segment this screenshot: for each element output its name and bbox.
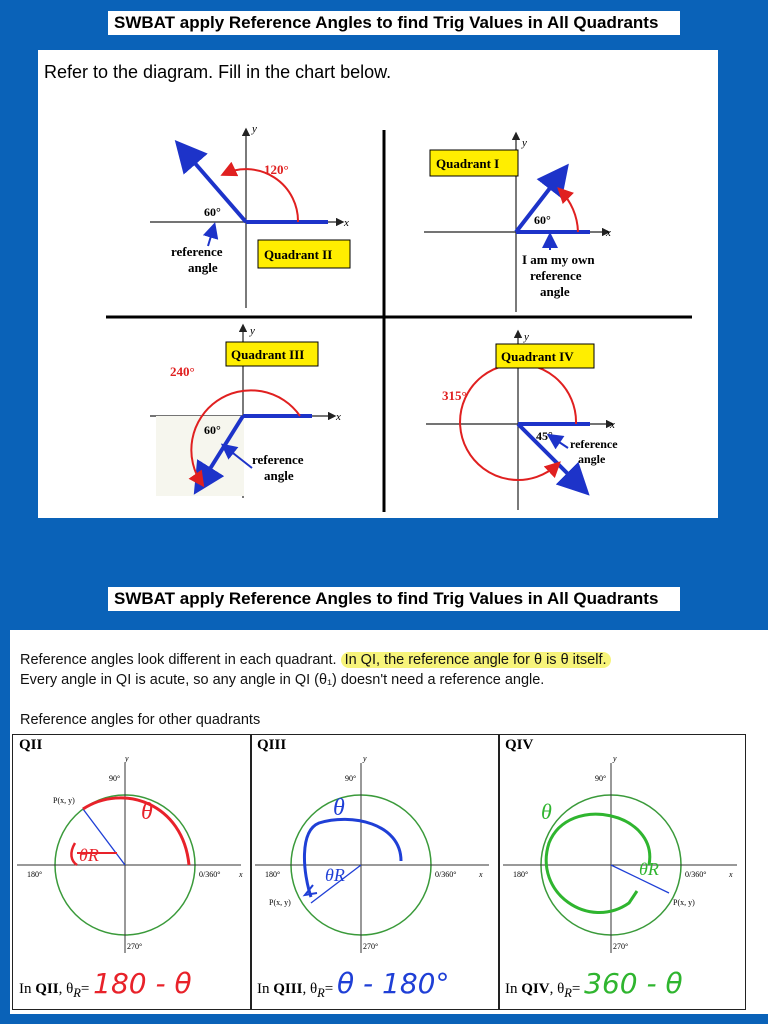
svg-text:x: x [239, 870, 243, 879]
svg-text:180°: 180° [27, 870, 43, 879]
svg-text:0/360°: 0/360° [199, 870, 221, 879]
qii-cell [12, 734, 252, 1010]
reference-angles-notes-panel [10, 630, 768, 1014]
qiv-formula: In QIV, $\theta_R= 360 - \theta$ [505, 967, 683, 1000]
svg-text:y: y [363, 754, 367, 763]
svg-text:180°: 180° [513, 870, 529, 879]
svg-text:angle: angle [540, 284, 570, 299]
svg-text:x: x [479, 870, 483, 879]
qii-unit-circle [13, 753, 249, 983]
svg-text:270°: 270° [127, 942, 143, 951]
qii-label: QII [19, 737, 43, 753]
qiv-answer: 360 - θ [584, 967, 683, 1000]
subheading: Reference angles for other quadrants [20, 712, 261, 728]
svg-text:Quadrant II: Quadrant II [264, 247, 333, 262]
svg-text:120°: 120° [264, 162, 289, 177]
svg-text:270°: 270° [613, 942, 629, 951]
qii-answer: 180 - θ [93, 967, 192, 1000]
quadrant-diagram [38, 50, 718, 518]
svg-text:60°: 60° [204, 205, 221, 219]
quadrant-2-diagram [150, 123, 350, 308]
svg-text:x: x [344, 217, 349, 229]
svg-text:I am my own: I am my own [522, 252, 595, 267]
svg-text:Quadrant I: Quadrant I [436, 156, 500, 171]
qiii-cell [250, 734, 500, 1010]
svg-text:y: y [613, 754, 617, 763]
svg-text:Quadrant IV: Quadrant IV [501, 349, 574, 364]
svg-text:90°: 90° [109, 774, 121, 783]
svg-text:60°: 60° [204, 423, 221, 437]
svg-text:90°: 90° [595, 774, 607, 783]
svg-text:P(x, y): P(x, y) [53, 796, 75, 805]
svg-text:45°: 45° [536, 429, 553, 443]
quadrant-3-diagram [150, 325, 341, 498]
qiii-label: QIII [257, 737, 287, 753]
svg-text:y: y [252, 123, 257, 135]
highlighted-text: In QI, the reference angle for θ is θ itself. [341, 652, 611, 668]
svg-text:60°: 60° [534, 213, 551, 227]
qiii-formula: In QIII, $\theta_R= \theta - 180^\circ$ [257, 967, 450, 1000]
paragraph-line-2: Every angle in QI is acute, so any angle in QI (θ₁) doesn't need a reference angle. [20, 672, 545, 688]
svg-text:180°: 180° [265, 870, 281, 879]
svg-text:y: y [125, 754, 129, 763]
reference-angle-diagram-panel [38, 50, 718, 518]
qiv-unit-circle [499, 753, 743, 983]
svg-text:y: y [250, 325, 255, 337]
svg-text:y: y [522, 137, 527, 149]
svg-text:reference: reference [530, 268, 582, 283]
svg-text:x: x [336, 411, 341, 423]
svg-text:x: x [610, 419, 615, 431]
paragraph-line-1: Reference angles look different in each quadrant. In QI, the reference angle for θ is θ itself. [20, 652, 611, 668]
svg-text:θR: θR [639, 859, 659, 879]
slide-title-bottom: SWBAT apply Reference Angles to find Trig Values in All Quadrants [108, 587, 680, 611]
svg-text:x: x [606, 227, 611, 239]
svg-text:315°: 315° [442, 388, 467, 403]
svg-text:angle: angle [264, 468, 294, 483]
svg-text:x: x [729, 870, 733, 879]
svg-text:Quadrant III: Quadrant III [231, 347, 305, 362]
svg-text:angle: angle [578, 452, 606, 466]
qiv-label: QIV [505, 737, 534, 753]
svg-text:θ: θ [141, 799, 153, 825]
qii-formula: In QII, $\theta_R= 180 - \theta$ [19, 967, 192, 1000]
qiii-unit-circle [251, 753, 497, 983]
svg-text:θR: θR [325, 865, 345, 885]
svg-text:P(x, y): P(x, y) [673, 898, 695, 907]
instruction-text: Refer to the diagram. Fill in the chart below. [44, 62, 392, 82]
svg-text:0/360°: 0/360° [435, 870, 457, 879]
svg-text:θ: θ [541, 799, 552, 824]
quadrant-4-diagram [426, 331, 618, 510]
svg-text:reference: reference [171, 244, 223, 259]
quadrant-1-diagram [424, 134, 611, 312]
svg-text:reference: reference [252, 452, 304, 467]
qiv-cell [498, 734, 746, 1010]
qiii-answer: θ - 180° [336, 967, 450, 1000]
svg-text:P(x, y): P(x, y) [269, 898, 291, 907]
svg-text:angle: angle [188, 260, 218, 275]
svg-text:0/360°: 0/360° [685, 870, 707, 879]
svg-text:θ: θ [333, 795, 345, 821]
svg-text:270°: 270° [363, 942, 379, 951]
svg-text:θR: θR [79, 845, 99, 865]
svg-text:reference: reference [570, 437, 618, 451]
svg-text:240°: 240° [170, 364, 195, 379]
svg-text:90°: 90° [345, 774, 357, 783]
svg-text:y: y [524, 331, 529, 343]
slide-title-top: SWBAT apply Reference Angles to find Trig Values in All Quadrants [108, 11, 680, 35]
